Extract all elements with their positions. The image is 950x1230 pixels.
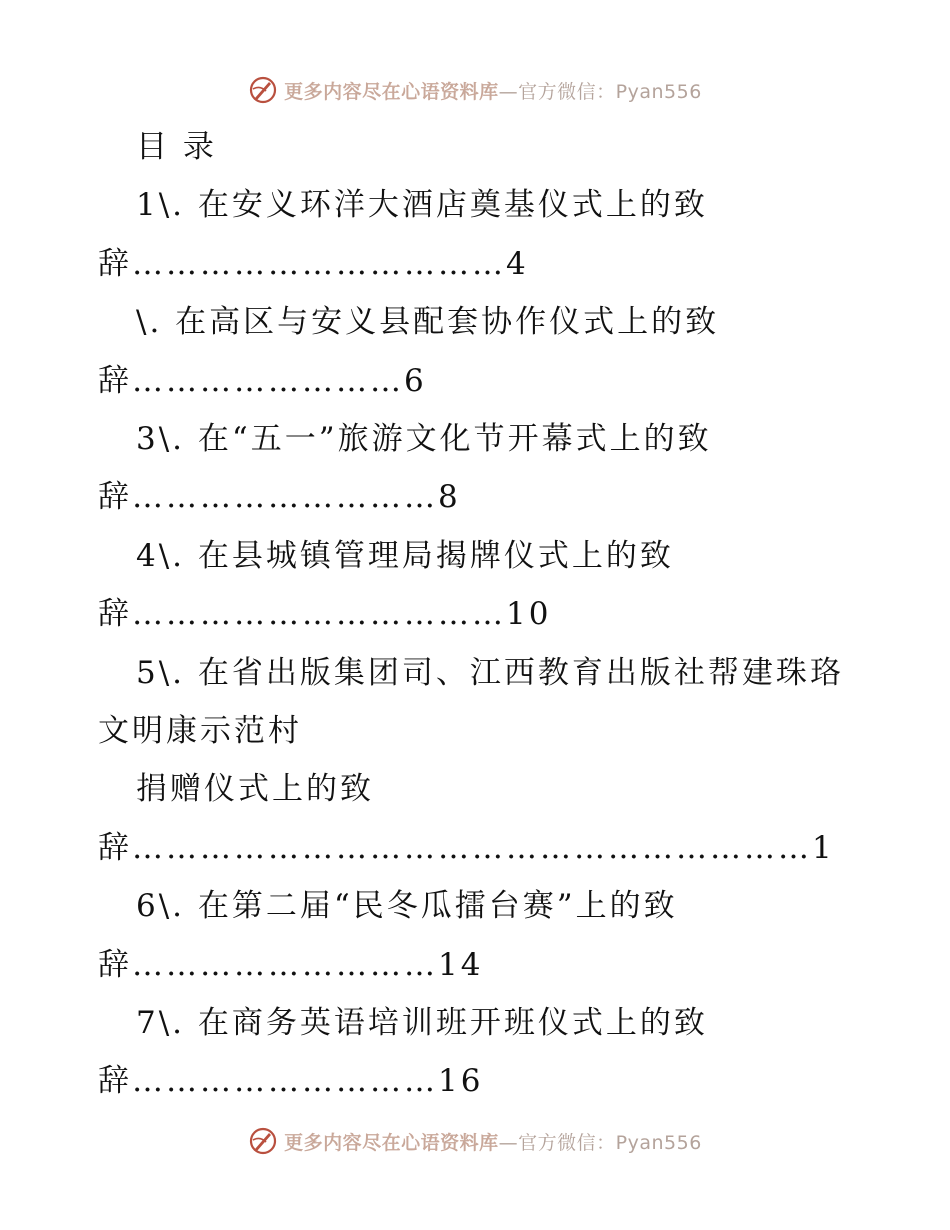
banner-wechat-text: —官方微信：Pyan556 xyxy=(498,80,702,103)
toc-entry-5-title-cont2: 捐赠仪式上的致 xyxy=(136,771,374,807)
toc-entry-5-title-cont: 文明康示范村 xyxy=(98,713,302,749)
toc-entry-5-page: 辞……………………………………………………1 xyxy=(98,830,835,866)
toc-entry-1-page: 辞……………………………4 xyxy=(98,246,529,282)
header-banner xyxy=(0,70,950,110)
toc-entry-2-title: \. 在高区与安义县配套协作仪式上的致 xyxy=(136,304,720,340)
toc-entry-7-title: 7\. 在商务英语培训班开班仪式上的致 xyxy=(136,1005,708,1041)
toc-entry-4-page: 辞……………………………10 xyxy=(98,596,552,632)
footer-banner xyxy=(0,1121,950,1161)
banner-wechat-text: —官方微信：Pyan556 xyxy=(498,1131,702,1154)
quill-emblem-icon xyxy=(248,1126,278,1156)
toc-entry-2-page: 辞……………………6 xyxy=(98,363,427,399)
banner-text xyxy=(284,77,702,104)
toc-entry-7-page: 辞………………………16 xyxy=(98,1063,484,1099)
toc-entry-1-title: 1\. 在安义环洋大酒店奠基仪式上的致 xyxy=(136,187,708,223)
toc-entry-6-page: 辞………………………14 xyxy=(98,947,484,983)
toc-heading: 目 录 xyxy=(136,129,217,165)
toc-entry-3-page: 辞………………………8 xyxy=(98,479,461,515)
banner-main-text: 更多内容尽在心语资料库 xyxy=(284,80,499,103)
banner-main-text: 更多内容尽在心语资料库 xyxy=(284,1131,499,1154)
toc-entry-5-title: 5\. 在省出版集团司、江西教育出版社帮建珠珞 xyxy=(136,655,844,691)
quill-emblem-icon xyxy=(248,75,278,105)
toc-entry-4-title: 4\. 在县城镇管理局揭牌仪式上的致 xyxy=(136,538,674,574)
banner-text xyxy=(284,1128,702,1155)
toc-entry-3-title: 3\. 在“五一”旅游文化节开幕式上的致 xyxy=(136,421,712,457)
toc-entry-6-title: 6\. 在第二届“民冬瓜擂台赛”上的致 xyxy=(136,888,678,924)
